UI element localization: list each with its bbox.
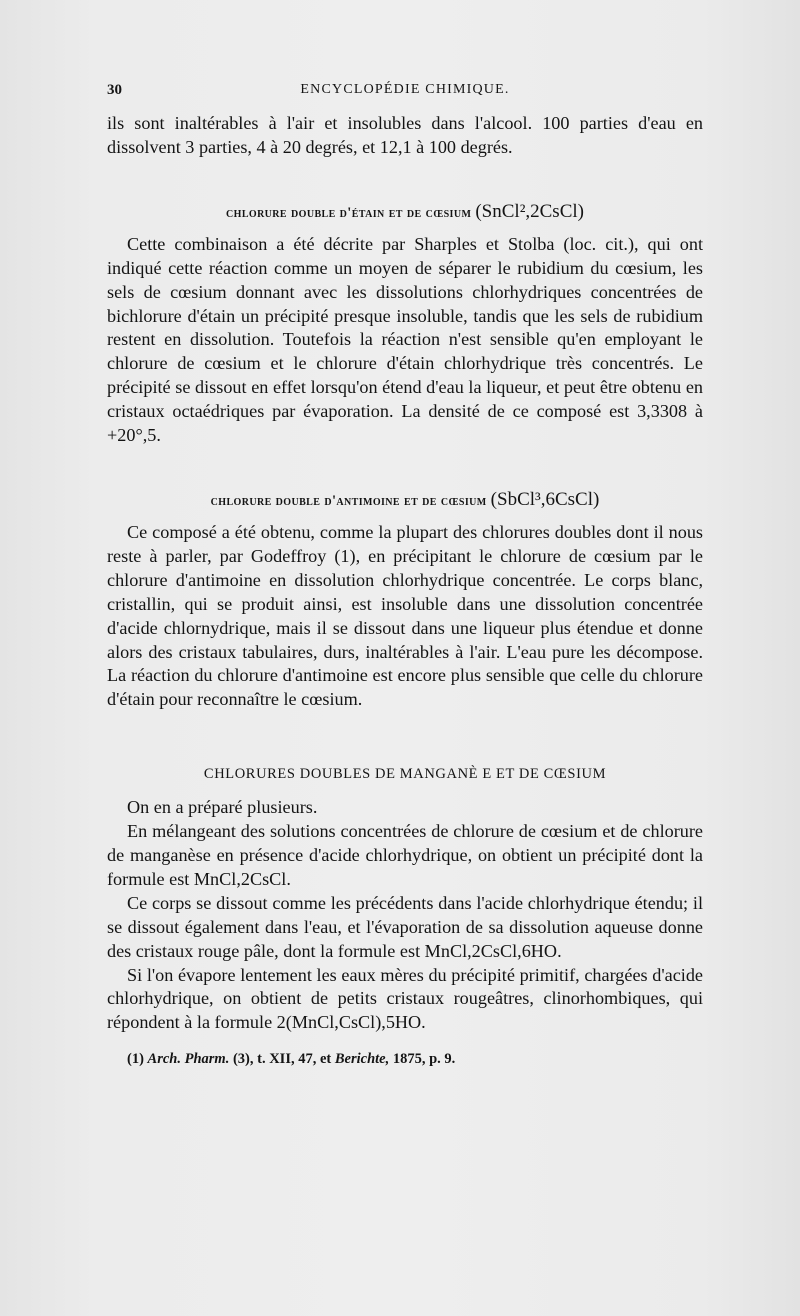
page-body (107, 112, 703, 1069)
footnote-marker: (1) (127, 1051, 144, 1068)
footnote-journal: Arch. Pharm. (147, 1051, 230, 1068)
section-heading-antimony-cesium (107, 489, 703, 511)
section-heading-manganese-cesium: CHLORURES DOUBLES DE MANGANÈ E ET DE CŒSIUM (203, 766, 607, 783)
page-number: 30 (107, 82, 122, 98)
section-heading-text: chlorure double d'antimoine et de cœsium (210, 492, 487, 509)
section-heading-formula: (SbCl³,6CsCl) (490, 488, 600, 510)
paragraph: Cette combinaison a été décrite par Sharples et Stolba (loc. cit.), qui ont indiqué cette réaction comme un moyen de séparer le rubidium du cœsium, les sels de cœsium donnant avec les dissolutions chlorhydriques concentrées de bichlorure d'étain un précipité presque insoluble, tandis que les sels de rubidium restent en dissolution. Toutefois la réaction n'est sensible qu'en employant le chlorure de cœsium et le chlorure d'étain chlorhydrique très concentrés. Le précipité se dissout en effet lorsqu'on étend d'eau la liqueur, et peut être obtenu en cristaux octaédriques par évaporation. La densité de ce composé est 3,3308 à +20°,5. (107, 233, 703, 446)
footnote-reference-second: 1875, p. 9. (392, 1051, 456, 1068)
footnote-journal-second: Berichte, (334, 1051, 390, 1068)
paragraph: Ce composé a été obtenu, comme la plupart des chlorures doubles dont il nous reste à parler, par Godeffroy (1), en précipitant le chlorure de cœsium par le chlorure d'antimoine en dissolution chlorhydrique concentrée. Le corps blanc, cristallin, qui se produit ainsi, est insoluble dans une dissolution concentrée d'acide chlornydrique, mais il se dissout dans une liqueur plus étendue et donne alors des cristaux tabulaires, durs, inaltérables à l'air. L'eau pure les décompose. La réaction du chlorure d'antimoine est encore plus sensible que celle du chlorure d'étain pour reconnaître le cœsium. (107, 521, 703, 710)
paragraph: On en a préparé plusieurs. (127, 797, 318, 818)
paragraph: Ce corps se dissout comme les précédents dans l'acide chlorhydrique étendu; il se dissout également dans l'eau, et l'évaporation de sa dissolution aqueuse donne des cristaux rouge pâle, dont la formule est MnCl,2CsCl,6HO. (107, 892, 703, 961)
paragraph-continuation: ils sont inaltérables à l'air et insolubles dans l'alcool. 100 parties d'eau en dissolvent 3 parties, 4 à 20 degrés, et 12,1 à 100 degrés. (107, 113, 703, 157)
running-title: ENCYCLOPÉDIE CHIMIQUE. (300, 82, 510, 97)
paragraph: Si l'on évapore lentement les eaux mères du précipité primitif, chargées d'acide chlorhydrique, on obtient de petits cristaux rougeâtres, clinorhombiques, qui répondent à la formule 2(MnCl,CsCl),5HO. (107, 964, 703, 1033)
section-heading-tin-cesium (107, 201, 703, 223)
section-heading-formula: (SnCl²,2CsCl) (475, 200, 584, 222)
page-header (107, 82, 703, 104)
footnote-reference: (3), t. XII, 47, et (232, 1051, 332, 1068)
footnote (107, 1049, 703, 1069)
section-heading-text: chlorure double d'étain et de cœsium (226, 204, 472, 221)
paragraph: En mélangeant des solutions concentrées de chlorure de cœsium et de chlorure de manganèse en présence d'acide chlorhydrique, on obtient un précipité dont la formule est MnCl,2CsCl. (107, 821, 703, 889)
